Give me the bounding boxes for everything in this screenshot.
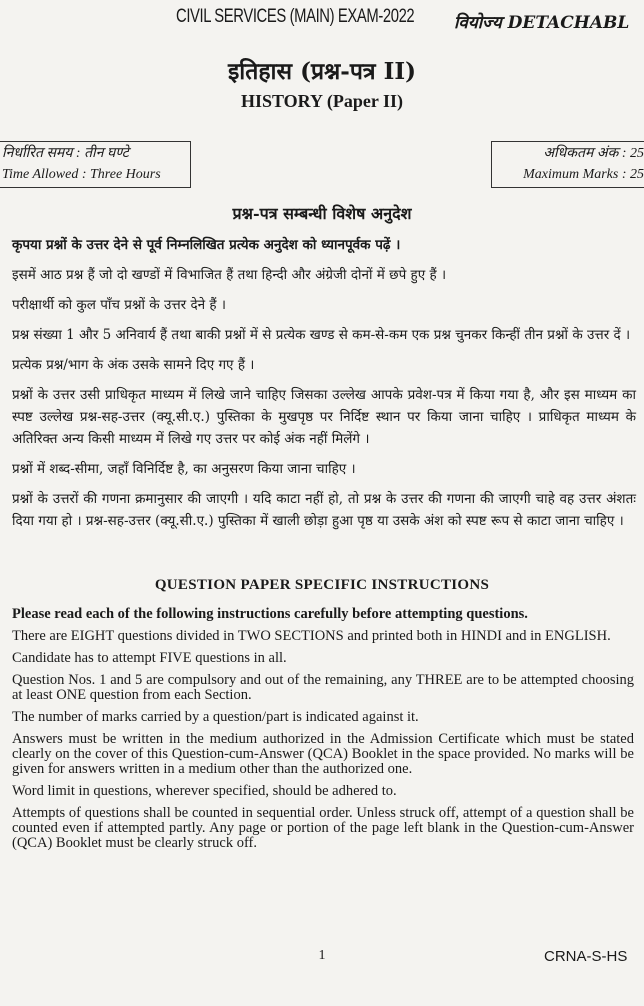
paper-title-english: HISTORY (Paper II) <box>240 91 404 111</box>
english-instruction-item: Word limit in questions, wherever specified, should be adhered to. <box>12 783 397 799</box>
english-instructions-heading: QUESTION PAPER SPECIFIC INSTRUCTIONS <box>154 577 490 593</box>
hindi-instructions <box>12 234 636 540</box>
page-number: 1 <box>318 948 326 963</box>
english-instructions <box>12 607 634 858</box>
english-instruction-item: Question Nos. 1 and 5 are compulsory and out of the remaining, any THREE are to be attempted choosing at least ONE question from each Section. <box>12 672 634 703</box>
hindi-instruction-item: प्रश्नों के उत्तरों की गणना क्रमानुसार की जाएगी । यदि काटा नहीं हो, तो प्रश्न के उत्तर की गणना की जाएगी चाहे वह उत्तर अंशतः दिया गया हो । प्रश्न-सह-उत्तर (क्यू.सी.ए.) पुस्तिका में खाली छोड़ा हुआ पृष्ठ या उसके अंश को स्पष्ट रूप से काटा जाना चाहिए । <box>12 491 636 529</box>
english-instructions-lead: Please read each of the following instructions carefully before attempting questions. <box>12 606 528 622</box>
maximum-marks-box <box>491 141 644 188</box>
english-instruction-item: There are EIGHT questions divided in TWO SECTIONS and printed both in HINDI and in ENGLISH. <box>12 628 611 644</box>
exam-title: CIVIL SERVICES (MAIN) EXAM-2022 <box>176 6 415 27</box>
english-instruction-item: Candidate has to attempt FIVE questions in all. <box>12 650 287 666</box>
time-allowed-box <box>0 141 191 188</box>
paper-code: CRNA-S-HS <box>544 948 628 965</box>
time-allowed-hindi: निर्धारित समय : तीन घण्टे <box>2 146 129 161</box>
hindi-instruction-item: प्रश्न संख्या 1 और 5 अनिवार्य हैं तथा बाकी प्रश्नों में से प्रत्येक खण्ड से कम-से-कम एक प्रश्न चुनकर किन्हीं तीन प्रश्नों के उत्तर दें । <box>12 327 631 343</box>
maximum-marks-english: Maximum Marks : 25 <box>523 167 644 182</box>
detachable-label: वियोज्य DETACHABL <box>454 13 630 33</box>
hindi-instructions-lead: कृपया प्रश्नों के उत्तर देने से पूर्व निम्नलिखित प्रत्येक अनुदेश को ध्यानपूर्वक पढ़ें । <box>12 237 401 253</box>
hindi-instruction-item: इसमें आठ प्रश्न हैं जो दो खण्डों में विभाजित हैं तथा हिन्दी और अंग्रेजी दोनों में छपे हुए हैं । <box>12 267 447 283</box>
hindi-instructions-heading: प्रश्न-पत्र सम्बन्धी विशेष अनुदेश <box>232 204 412 223</box>
time-allowed-english: Time Allowed : Three Hours <box>2 167 161 182</box>
paper-title-hindi: इतिहास (प्रश्न-पत्र II) <box>227 58 417 85</box>
english-instruction-item: The number of marks carried by a question/part is indicated against it. <box>12 709 419 725</box>
hindi-instruction-item: प्रश्नों में शब्द-सीमा, जहाँ विनिर्दिष्ट है, का अनुसरण किया जाना चाहिए । <box>12 461 356 477</box>
hindi-instruction-item: परीक्षार्थी को कुल पाँच प्रश्नों के उत्तर देने हैं । <box>12 297 227 313</box>
hindi-instruction-item: प्रत्येक प्रश्न/भाग के अंक उसके सामने दिए गए हैं । <box>12 357 255 373</box>
hindi-instruction-item: प्रश्नों के उत्तर उसी प्राधिकृत माध्यम में लिखे जाने चाहिए जिसका उल्लेख आपके प्रवेश-पत्र में किया गया है, और इस माध्यम का स्पष्ट उल्लेख प्रश्न-सह-उत्तर (क्यू.सी.ए.) पुस्तिका के मुखपृष्ठ पर निर्दिष्ट स्थान पर किया जाना चाहिए । प्राधिकृत माध्यम के अतिरिक्त अन्य किसी माध्यम में लिखे गए उत्तर पर कोई अंक नहीं मिलेंगे । <box>12 387 636 447</box>
english-instruction-item: Attempts of questions shall be counted in sequential order. Unless struck off, attempt of a question shall be counted even if attempted partly. Any page or portion of the page left blank in the Question-cum-Answer (QCA) Booklet must be clearly struck off. <box>12 805 634 851</box>
maximum-marks-hindi: अधिकतम अंक : 25 <box>543 146 644 161</box>
english-instruction-item: Answers must be written in the medium authorized in the Admission Certificate which must be stated clearly on the cover of this Question-cum-Answer (QCA) Booklet in the space provided. No marks will be given for answers written in a medium other than the authorized one. <box>12 731 634 777</box>
